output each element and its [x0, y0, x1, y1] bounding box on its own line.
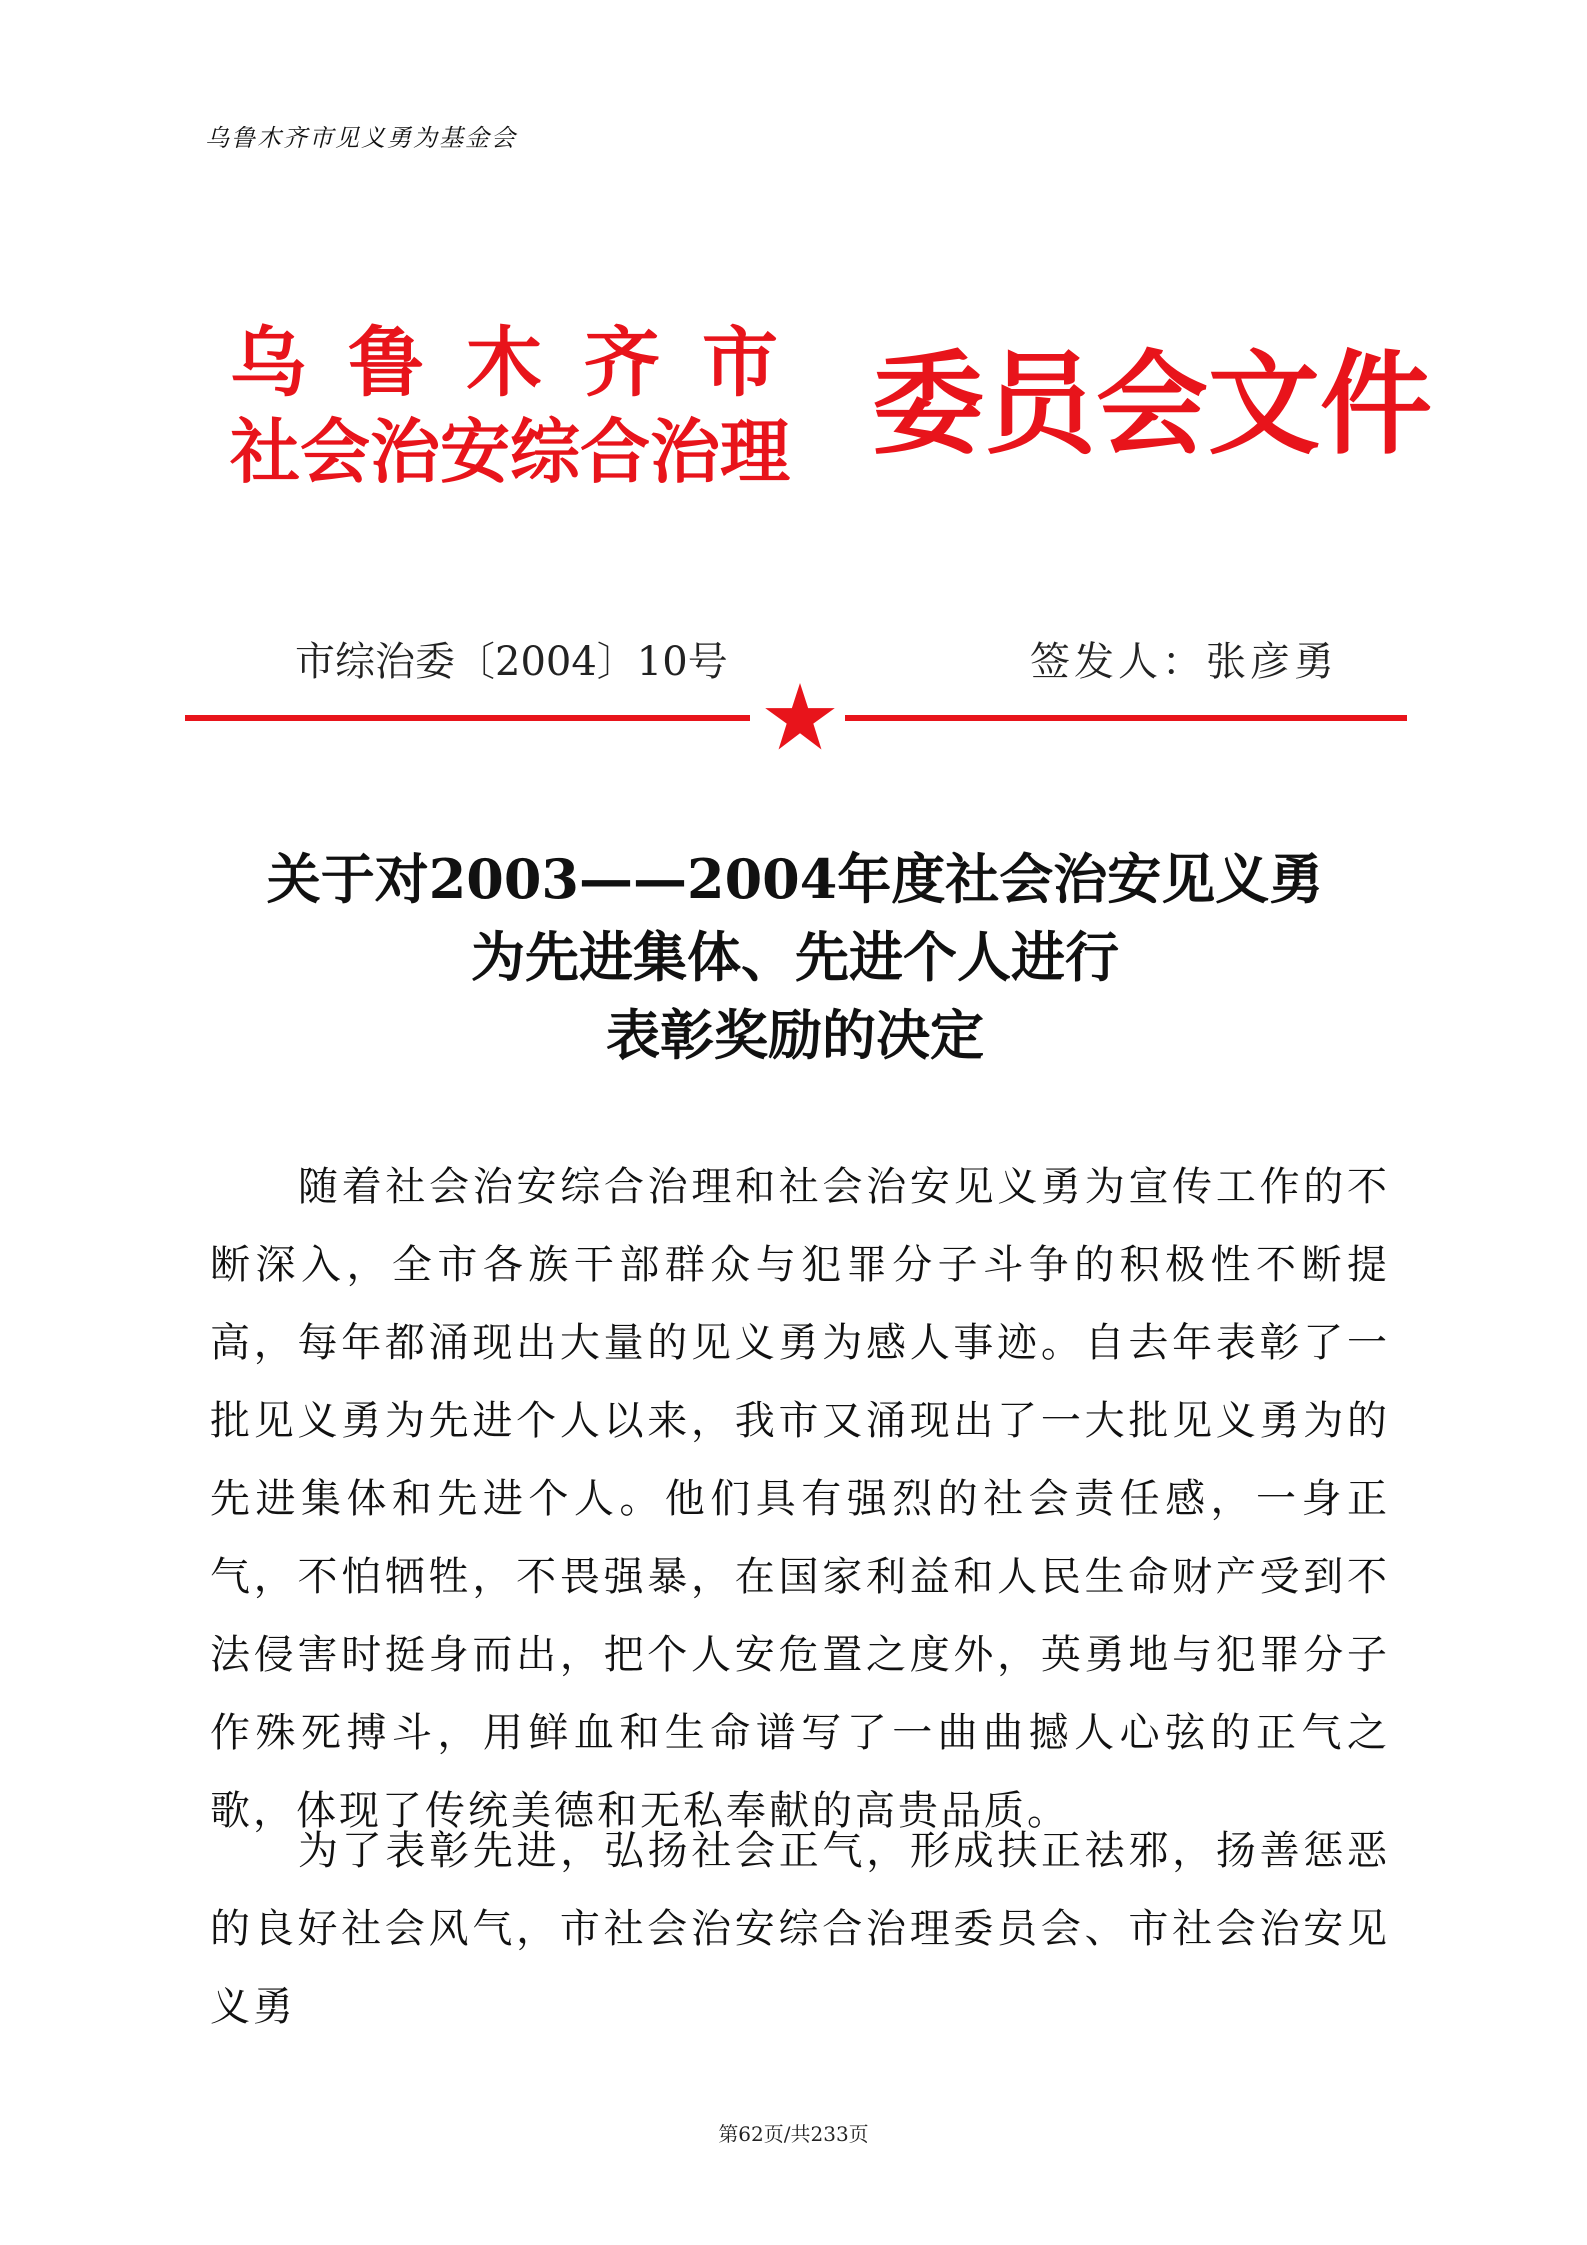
masthead-city: 乌鲁木齐市 [230, 318, 820, 407]
page-number: 第62页/共233页 [718, 2122, 869, 2146]
document-title-line-2: 为先进集体、先进个人进行 [471, 925, 1119, 989]
body-paragraph: 随着社会治安综合治理和社会治安见义勇为宣传工作的不断深入，全市各族干部群众与犯罪分子斗争的积极性不断提高，每年都涌现出大量的见义勇为感人事迹。自去年表彰了一批见义勇为先进个人以来，我市又涌现出了一大批见义勇为的先进集体和先进个人。他们具有强烈的社会责任感，一身正气，不怕牺牲，不畏强暴，在国家利益和人民生命财产受到不法侵害时挺身而出，把个人安危置之度外，英勇地与犯罪分子作殊死搏斗，用鲜血和生命谱写了一曲曲撼人心弦的正气之歌，体现了传统美德和无私奉献的高贵品质。 [210, 1164, 1390, 1834]
issuing-organization-header: 乌鲁木齐市见义勇为基金会 [205, 124, 517, 152]
star-icon [763, 680, 837, 754]
body-paragraph: 为了表彰先进，弘扬社会正气，形成扶正祛邪，扬善惩恶的良好社会风气，市社会治安综合治理委员会、市社会治安见义勇 [210, 1828, 1390, 2030]
red-divider-left [185, 715, 750, 721]
masthead-document-type: 委员会文件 [872, 339, 1432, 470]
document-title-line-1: 关于对2003——2004年度社会治安见义勇 [266, 847, 1324, 911]
masthead-left-block [230, 318, 820, 496]
masthead-department: 社会治安综合治理 [230, 410, 790, 493]
document-title-line-3: 表彰奖励的决定 [606, 1003, 984, 1067]
document-signer: 签发人：张彦勇 [1030, 639, 1338, 685]
red-divider-right [845, 715, 1407, 721]
document-number: 市综治委〔2004〕10号 [295, 639, 728, 685]
